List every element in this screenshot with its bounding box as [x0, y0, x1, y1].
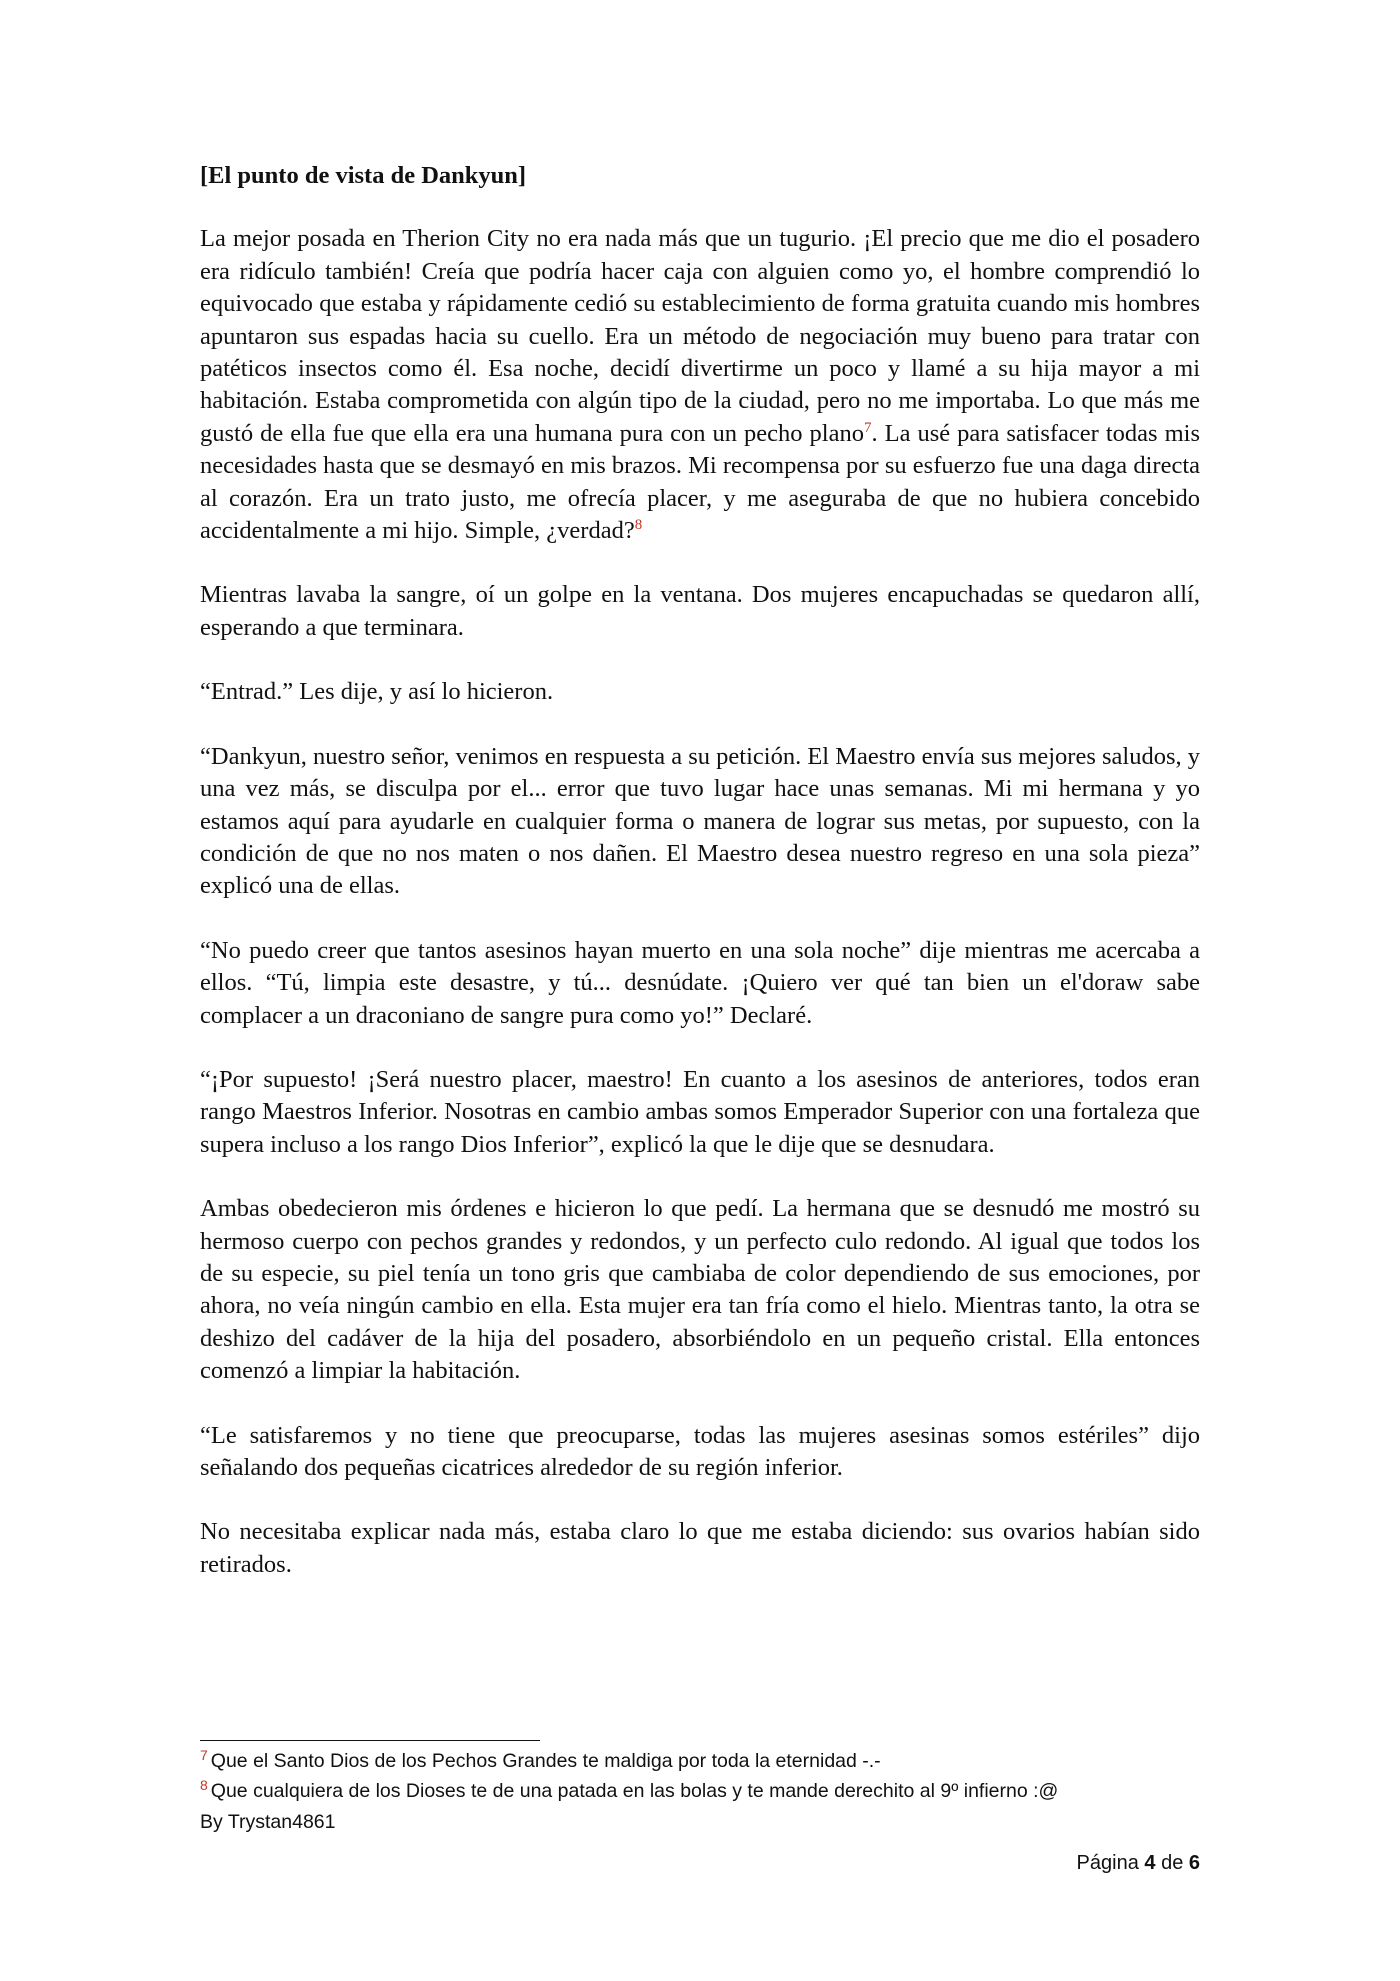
page-number-current: 4	[1144, 1852, 1156, 1874]
paragraph-3: “Entrad.” Les dije, y así lo hicieron.	[200, 678, 554, 706]
author-credit: By Trystan4861	[200, 1811, 336, 1833]
footnote-ref-7: 7	[864, 419, 872, 436]
paragraph-1-text-a: La mejor posada en Therion City no era nada más que un tugurio. ¡El precio que me dio el posadero era ridículo también! Creía que podría hacer caja con alguien como yo, el hombre comprendió lo equivocado que estaba y rápidamente cedió su establecimiento de forma gratuita cuando mis hombres apuntaron sus espadas hacia su cuello. Era un método de negociación muy bueno para tratar con patéticos insectos como él. Esa noche, decidí divertirme un poco y llamé a su hija mayor a mi habitación. Estaba comprometida con algún tipo de la ciudad, pero no me importaba. Lo que más me gustó de ella fue que ella era una humana pura con un pecho plano	[200, 225, 1200, 447]
footnote-8-marker: 8	[200, 1776, 208, 1793]
page-number-prefix: Página	[1076, 1852, 1145, 1874]
paragraph-4: “Dankyun, nuestro señor, venimos en respuesta a su petición. El Maestro envía sus mejores saludos, y una vez más, se disculpa por el... error que tuvo lugar hace unas semanas. Mi mi hermana y yo estamos aquí para ayudarle en cualquier forma o manera de lograr sus metas, por supuesto, con la condición de que no nos maten o nos dañen. El Maestro desea nuestro regreso en una sola pieza” explicó una de ellas.	[200, 742, 1200, 900]
section-heading: [El punto de vista de Dankyun]	[200, 162, 527, 189]
footnote-8	[200, 1776, 1200, 1806]
paragraph-5: “No puedo creer que tantos asesinos hayan muerto en una sola noche” dije mientras me acercaba a ellos. “Tú, limpia este desastre, y tú... desnúdate. ¡Quiero ver qué tan bien un el'doraw sabe complacer a un draconiano de sangre pura como yo!” Declaré.	[200, 936, 1200, 1029]
paragraph-7: Ambas obedecieron mis órdenes e hicieron lo que pedí. La hermana que se desnudó me mostró su hermoso cuerpo con pechos grandes y redondos, y un perfecto culo redondo. Al igual que todos los de su especie, su piel tenía un tono gris que cambiaba de color dependiendo de sus emociones, por ahora, no veía ningún cambio en ella. Esta mujer era tan fría como el hielo. Mientras tanto, la otra se deshizo del cadáver de la hija del posadero, absorbiéndolo en un pequeño cristal. Ella entonces comenzó a limpiar la habitación.	[200, 1195, 1200, 1385]
paragraph-1-text-b: . La usé para satisfacer todas mis necesidades hasta que se desmayó en mis brazos. Mi recompensa por su esfuerzo fue una daga directa al corazón. Era un trato justo, me ofrecía placer, y me aseguraba de que no hubiera concebido accidentalmente a mi hijo. Simple, ¿verdad?	[200, 419, 1200, 545]
document-page	[200, 160, 1200, 1581]
footnotes-section	[200, 1746, 1200, 1837]
paragraph-8: “Le satisfaremos y no tiene que preocuparse, todas las mujeres asesinas somos estériles” dijo señalando dos pequeñas cicatrices alrededor de su región inferior.	[200, 1421, 1200, 1481]
footnote-7-text: Que el Santo Dios de los Pechos Grandes te maldiga por toda la eternidad -.-	[210, 1750, 881, 1772]
paragraph-1	[200, 223, 1200, 547]
page-number	[1077, 1852, 1200, 1875]
footnote-divider	[200, 1740, 540, 1741]
footnote-8-text: Que cualquiera de los Dioses te de una patada en las bolas y te mande derechito al 9º infierno :@	[210, 1780, 1059, 1802]
footnote-7-marker: 7	[200, 1746, 208, 1763]
page-number-total: 6	[1188, 1852, 1200, 1874]
page-number-middle: de	[1155, 1852, 1189, 1874]
footnote-ref-8: 8	[634, 516, 643, 533]
paragraph-9: No necesitaba explicar nada más, estaba claro lo que me estaba diciendo: sus ovarios habían sido retirados.	[200, 1518, 1200, 1578]
footnote-7	[200, 1746, 1200, 1776]
paragraph-2: Mientras lavaba la sangre, oí un golpe en la ventana. Dos mujeres encapuchadas se quedaron allí, esperando a que terminara.	[200, 581, 1200, 641]
paragraph-6: “¡Por supuesto! ¡Será nuestro placer, maestro! En cuanto a los asesinos de anteriores, todos eran rango Maestros Inferior. Nosotras en cambio ambas somos Emperador Superior con una fortaleza que supera incluso a los rango Dios Inferior”, explicó la que le dije que se desnudara.	[200, 1065, 1200, 1158]
